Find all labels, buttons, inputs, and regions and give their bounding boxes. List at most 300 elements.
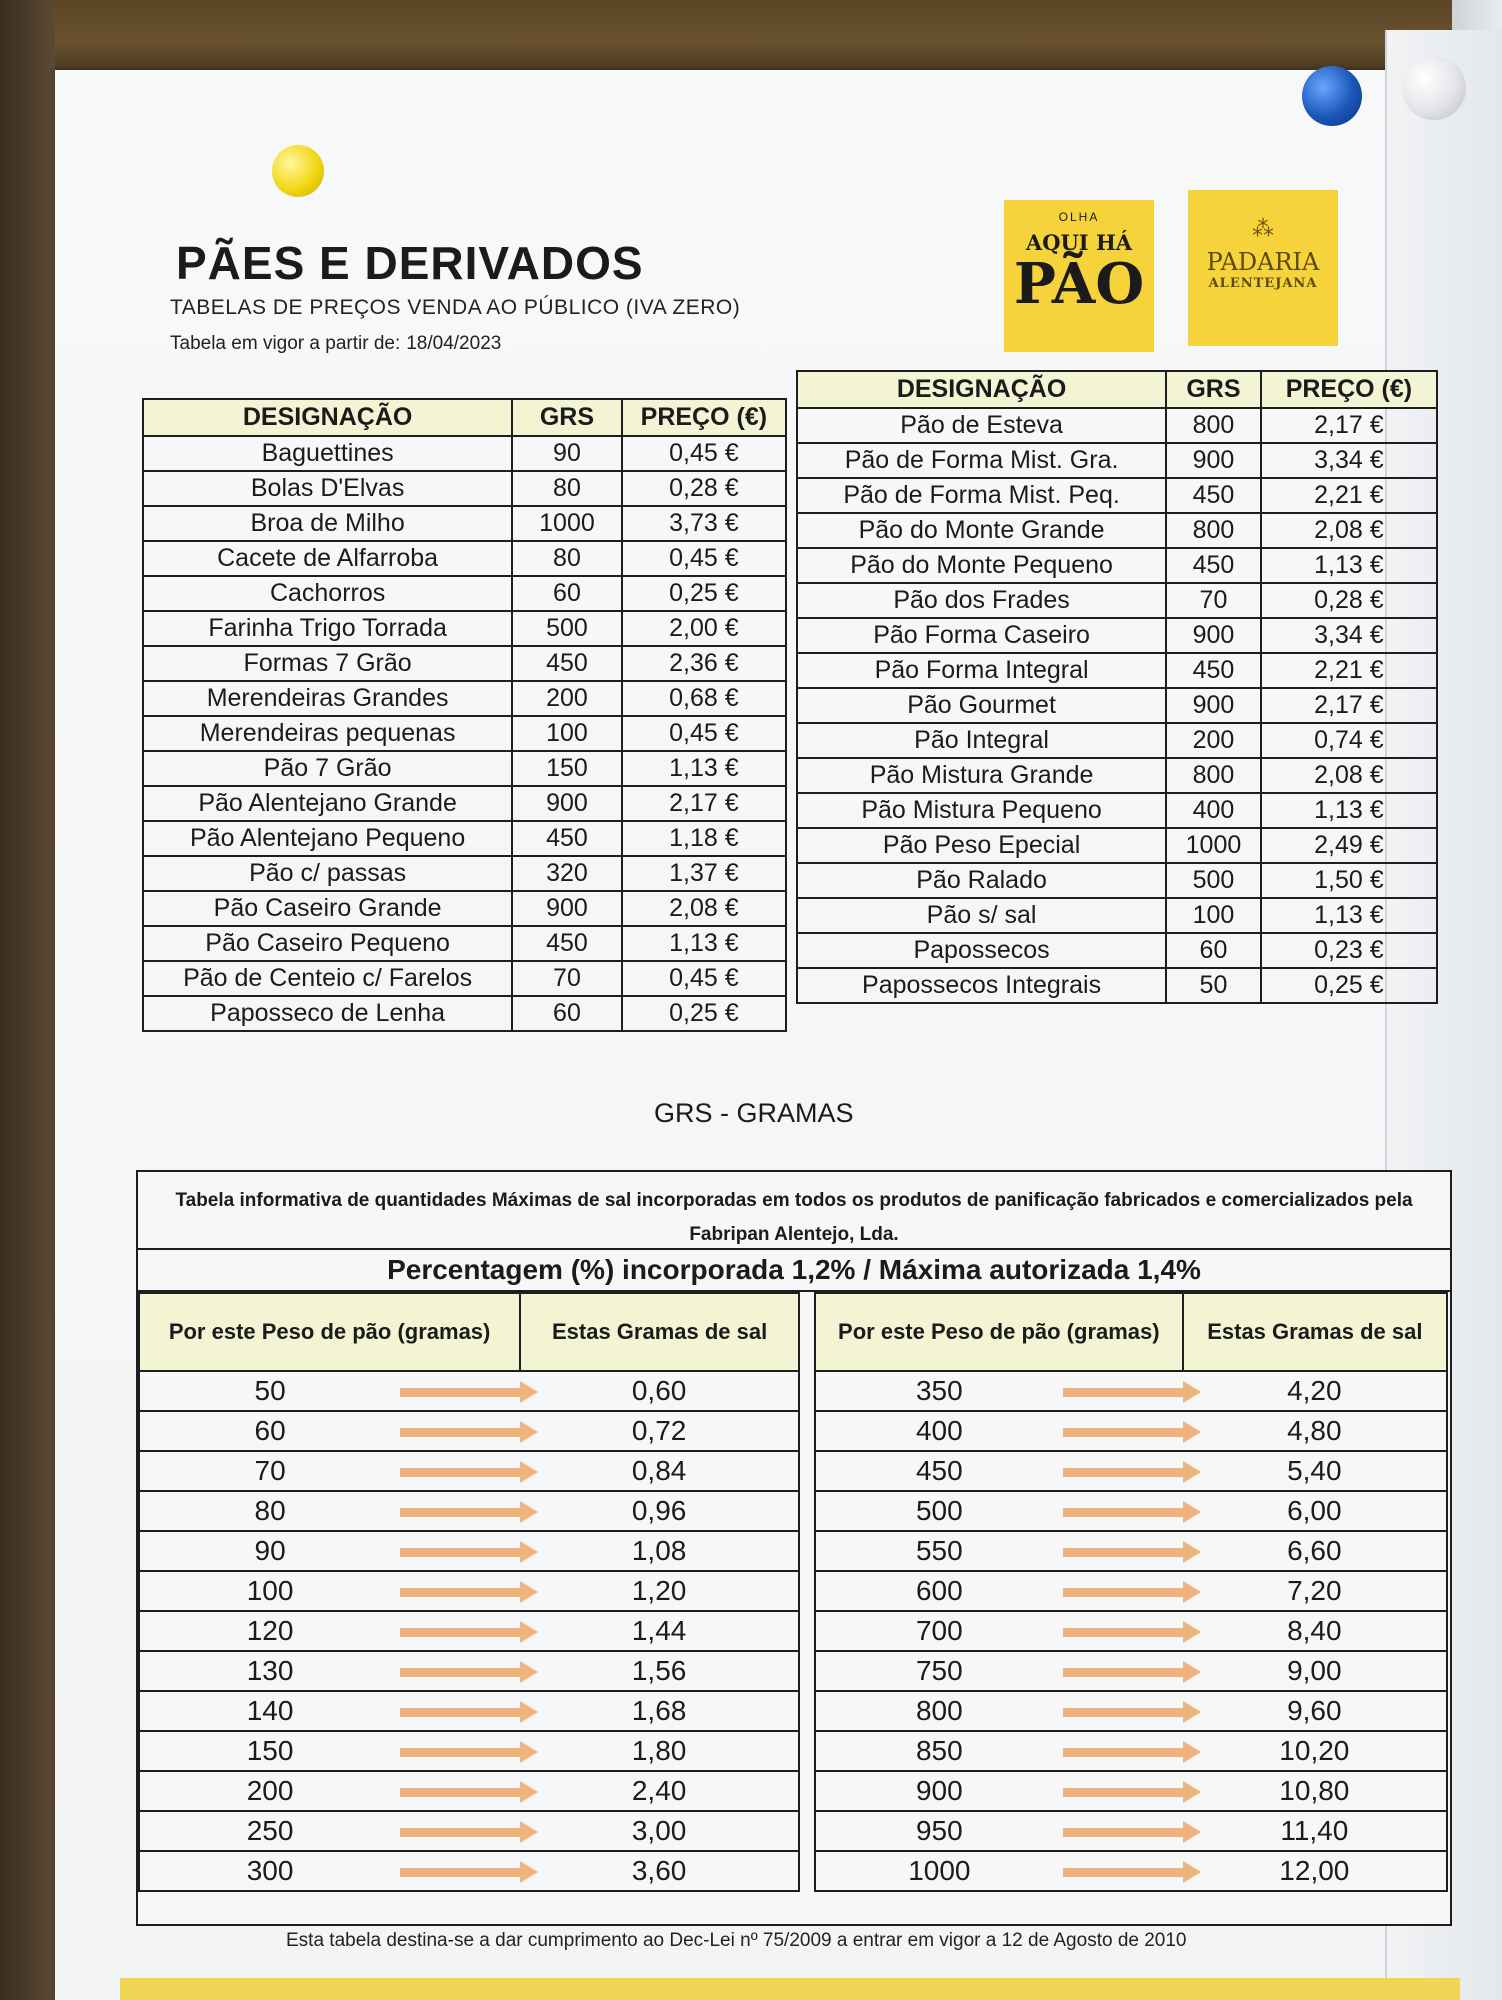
product-name: Pão Caseiro Pequeno bbox=[143, 926, 512, 961]
product-price: 3,73 € bbox=[622, 506, 786, 541]
product-grams: 450 bbox=[512, 646, 621, 681]
table-row bbox=[815, 1491, 1447, 1531]
salt-grams: 6,00 bbox=[1183, 1491, 1447, 1531]
grs-legend: GRS - GRAMAS bbox=[654, 1098, 854, 1128]
table-row bbox=[143, 541, 786, 576]
arrow-cell bbox=[400, 1531, 520, 1571]
product-price: 1,13 € bbox=[622, 926, 786, 961]
salt-grams: 3,60 bbox=[520, 1851, 799, 1891]
right-arrow-icon bbox=[400, 1588, 520, 1597]
product-price: 2,17 € bbox=[1261, 408, 1437, 443]
product-price: 1,13 € bbox=[1261, 898, 1437, 933]
bread-weight: 300 bbox=[139, 1851, 400, 1891]
page-title: PÃES E DERIVADOS bbox=[176, 237, 644, 289]
bread-weight: 350 bbox=[815, 1371, 1063, 1411]
table-row bbox=[797, 513, 1437, 548]
table-row bbox=[815, 1451, 1447, 1491]
bread-weight: 130 bbox=[139, 1651, 400, 1691]
arrow-cell bbox=[400, 1611, 520, 1651]
validity-label: Tabela em vigor a partir de: bbox=[170, 333, 401, 354]
table-row bbox=[143, 821, 786, 856]
arrow-cell bbox=[400, 1651, 520, 1691]
product-grams: 80 bbox=[512, 471, 621, 506]
arrow-cell bbox=[1063, 1571, 1183, 1611]
bread-weight: 60 bbox=[139, 1411, 400, 1451]
bread-weight: 450 bbox=[815, 1451, 1063, 1491]
bread-weight: 850 bbox=[815, 1731, 1063, 1771]
arrow-cell bbox=[1063, 1411, 1183, 1451]
product-grams: 900 bbox=[512, 891, 621, 926]
product-price: 1,13 € bbox=[1261, 793, 1437, 828]
arrow-cell bbox=[400, 1371, 520, 1411]
salt-grams: 3,00 bbox=[520, 1811, 799, 1851]
product-price: 1,50 € bbox=[1261, 863, 1437, 898]
arrow-cell bbox=[400, 1851, 520, 1891]
padaria-logo-sub: ALENTEJANA bbox=[1208, 276, 1318, 291]
product-name: Pão Caseiro Grande bbox=[143, 891, 512, 926]
product-name: Pão Ralado bbox=[797, 863, 1166, 898]
product-name: Paposseco de Lenha bbox=[143, 996, 512, 1031]
product-price: 0,25 € bbox=[1261, 968, 1437, 1003]
product-price: 0,45 € bbox=[622, 541, 786, 576]
right-arrow-icon bbox=[400, 1828, 520, 1837]
table-row bbox=[143, 751, 786, 786]
salt-info-table bbox=[136, 1170, 1452, 1926]
right-arrow-icon bbox=[1063, 1788, 1183, 1797]
table-row bbox=[139, 1811, 799, 1851]
table-row bbox=[797, 548, 1437, 583]
product-name: Merendeiras Grandes bbox=[143, 681, 512, 716]
product-name: Pão de Esteva bbox=[797, 408, 1166, 443]
salt-grams: 5,40 bbox=[1183, 1451, 1447, 1491]
table-row bbox=[797, 583, 1437, 618]
product-grams: 70 bbox=[1166, 583, 1261, 618]
product-grams: 900 bbox=[1166, 688, 1261, 723]
product-price: 2,08 € bbox=[1261, 758, 1437, 793]
right-arrow-icon bbox=[400, 1628, 520, 1637]
arrow-cell bbox=[1063, 1851, 1183, 1891]
product-name: Pão c/ passas bbox=[143, 856, 512, 891]
table-row bbox=[143, 996, 786, 1031]
table-row bbox=[815, 1851, 1447, 1891]
product-name: Pão Integral bbox=[797, 723, 1166, 758]
table-row bbox=[143, 471, 786, 506]
product-grams: 320 bbox=[512, 856, 621, 891]
bread-weight: 80 bbox=[139, 1491, 400, 1531]
table-row bbox=[815, 1811, 1447, 1851]
salt-info-text: Tabela informativa de quantidades Máximas de sal incorporadas em todos os produtos de panificação fabricados e comercializados pela Fabripan Alentejo, Lda. bbox=[138, 1172, 1450, 1250]
product-grams: 900 bbox=[1166, 618, 1261, 653]
product-price: 2,17 € bbox=[1261, 688, 1437, 723]
product-name: Cacete de Alfarroba bbox=[143, 541, 512, 576]
table-row bbox=[797, 688, 1437, 723]
product-grams: 60 bbox=[512, 576, 621, 611]
table-row bbox=[143, 681, 786, 716]
arrow-cell bbox=[1063, 1811, 1183, 1851]
product-price: 0,45 € bbox=[622, 716, 786, 751]
product-grams: 200 bbox=[1166, 723, 1261, 758]
arrow-cell bbox=[400, 1691, 520, 1731]
price-table-header bbox=[143, 399, 786, 436]
salt-grams: 7,20 bbox=[1183, 1571, 1447, 1611]
product-name: Papossecos bbox=[797, 933, 1166, 968]
legal-footnote: Esta tabela destina-se a dar cumprimento ao Dec-Lei nº 75/2009 a entrar em vigor a 12 de Agosto de 2010 bbox=[286, 1930, 1187, 1951]
product-name: Bolas D'Elvas bbox=[143, 471, 512, 506]
right-arrow-icon bbox=[400, 1708, 520, 1717]
wheat-icon: ⁂ bbox=[1252, 216, 1274, 241]
product-grams: 500 bbox=[512, 611, 621, 646]
product-price: 0,28 € bbox=[622, 471, 786, 506]
product-grams: 200 bbox=[512, 681, 621, 716]
header-weight: Por este Peso de pão (gramas) bbox=[139, 1293, 520, 1371]
right-arrow-icon bbox=[1063, 1508, 1183, 1517]
arrow-cell bbox=[1063, 1651, 1183, 1691]
salt-table-header bbox=[815, 1293, 1447, 1371]
table-row bbox=[797, 618, 1437, 653]
header-salt: Estas Gramas de sal bbox=[1183, 1293, 1447, 1371]
product-price: 2,21 € bbox=[1261, 478, 1437, 513]
product-name: Pão dos Frades bbox=[797, 583, 1166, 618]
right-arrow-icon bbox=[400, 1788, 520, 1797]
right-arrow-icon bbox=[400, 1748, 520, 1757]
product-price: 1,13 € bbox=[1261, 548, 1437, 583]
header-designation: DESIGNAÇÃO bbox=[143, 399, 512, 436]
bread-weight: 750 bbox=[815, 1651, 1063, 1691]
header-grs: GRS bbox=[1166, 371, 1261, 408]
table-row bbox=[797, 408, 1437, 443]
table-row bbox=[143, 506, 786, 541]
arrow-cell bbox=[400, 1451, 520, 1491]
wooden-board-left bbox=[0, 0, 55, 2000]
table-row bbox=[143, 646, 786, 681]
salt-grams: 1,56 bbox=[520, 1651, 799, 1691]
salt-grams: 0,72 bbox=[520, 1411, 799, 1451]
product-price: 2,49 € bbox=[1261, 828, 1437, 863]
bread-weight: 1000 bbox=[815, 1851, 1063, 1891]
table-row bbox=[139, 1851, 799, 1891]
table-row bbox=[139, 1651, 799, 1691]
salt-grams: 11,40 bbox=[1183, 1811, 1447, 1851]
product-name: Pão de Centeio c/ Farelos bbox=[143, 961, 512, 996]
salt-grams: 9,60 bbox=[1183, 1691, 1447, 1731]
table-row bbox=[139, 1491, 799, 1531]
table-row bbox=[797, 828, 1437, 863]
bread-weight: 400 bbox=[815, 1411, 1063, 1451]
arrow-cell bbox=[1063, 1611, 1183, 1651]
table-row bbox=[139, 1531, 799, 1571]
product-grams: 500 bbox=[1166, 863, 1261, 898]
product-grams: 90 bbox=[512, 436, 621, 471]
salt-grams: 1,68 bbox=[520, 1691, 799, 1731]
right-arrow-icon bbox=[1063, 1428, 1183, 1437]
header-weight: Por este Peso de pão (gramas) bbox=[815, 1293, 1183, 1371]
salt-table-right bbox=[814, 1292, 1448, 1892]
bread-weight: 550 bbox=[815, 1531, 1063, 1571]
product-price: 0,45 € bbox=[622, 961, 786, 996]
table-row bbox=[139, 1411, 799, 1451]
right-arrow-icon bbox=[1063, 1628, 1183, 1637]
right-arrow-icon bbox=[1063, 1828, 1183, 1837]
product-name: Pão Peso Epecial bbox=[797, 828, 1166, 863]
product-name: Cachorros bbox=[143, 576, 512, 611]
table-row bbox=[143, 891, 786, 926]
salt-grams: 6,60 bbox=[1183, 1531, 1447, 1571]
product-price: 1,18 € bbox=[622, 821, 786, 856]
table-row bbox=[143, 716, 786, 751]
product-name: Pão de Forma Mist. Peq. bbox=[797, 478, 1166, 513]
white-pushpin bbox=[1402, 56, 1466, 120]
bread-weight: 700 bbox=[815, 1611, 1063, 1651]
product-grams: 450 bbox=[512, 821, 621, 856]
product-price: 2,00 € bbox=[622, 611, 786, 646]
bread-weight: 50 bbox=[139, 1371, 400, 1411]
table-row bbox=[143, 576, 786, 611]
header-price: PREÇO (€) bbox=[622, 399, 786, 436]
product-grams: 60 bbox=[1166, 933, 1261, 968]
table-row bbox=[139, 1691, 799, 1731]
table-row bbox=[143, 961, 786, 996]
product-name: Farinha Trigo Torrada bbox=[143, 611, 512, 646]
product-name: Formas 7 Grão bbox=[143, 646, 512, 681]
product-name: Pão Forma Integral bbox=[797, 653, 1166, 688]
product-grams: 1000 bbox=[512, 506, 621, 541]
table-row bbox=[143, 856, 786, 891]
table-row bbox=[797, 863, 1437, 898]
product-grams: 100 bbox=[512, 716, 621, 751]
table-row bbox=[797, 758, 1437, 793]
right-arrow-icon bbox=[400, 1668, 520, 1677]
product-name: Pão do Monte Pequeno bbox=[797, 548, 1166, 583]
validity-date: 18/04/2023 bbox=[406, 333, 502, 354]
bread-weight: 120 bbox=[139, 1611, 400, 1651]
salt-grams: 12,00 bbox=[1183, 1851, 1447, 1891]
product-grams: 900 bbox=[1166, 443, 1261, 478]
salt-grams: 1,08 bbox=[520, 1531, 799, 1571]
arrow-cell bbox=[400, 1491, 520, 1531]
arrow-cell bbox=[400, 1771, 520, 1811]
header-grs: GRS bbox=[512, 399, 621, 436]
salt-grams: 1,44 bbox=[520, 1611, 799, 1651]
right-arrow-icon bbox=[1063, 1708, 1183, 1717]
product-name: Pão do Monte Grande bbox=[797, 513, 1166, 548]
table-row bbox=[797, 723, 1437, 758]
salt-grams: 1,20 bbox=[520, 1571, 799, 1611]
product-price: 2,08 € bbox=[622, 891, 786, 926]
product-price: 0,28 € bbox=[1261, 583, 1437, 618]
arrow-cell bbox=[1063, 1691, 1183, 1731]
salt-grams: 2,40 bbox=[520, 1771, 799, 1811]
product-price: 0,68 € bbox=[622, 681, 786, 716]
salt-tables bbox=[138, 1292, 1450, 1920]
right-arrow-icon bbox=[1063, 1748, 1183, 1757]
table-row bbox=[139, 1771, 799, 1811]
right-arrow-icon bbox=[400, 1548, 520, 1557]
table-row bbox=[139, 1731, 799, 1771]
salt-percentage: Percentagem (%) incorporada 1,2% / Máxima autorizada 1,4% bbox=[138, 1250, 1450, 1292]
table-row bbox=[797, 898, 1437, 933]
logo-top-text: OLHA bbox=[1058, 210, 1100, 224]
product-name: Pão s/ sal bbox=[797, 898, 1166, 933]
table-row bbox=[797, 653, 1437, 688]
salt-grams: 0,60 bbox=[520, 1371, 799, 1411]
right-arrow-icon bbox=[400, 1508, 520, 1517]
product-name: Pão Mistura Grande bbox=[797, 758, 1166, 793]
arrow-cell bbox=[1063, 1371, 1183, 1411]
right-arrow-icon bbox=[1063, 1388, 1183, 1397]
table-row bbox=[139, 1571, 799, 1611]
product-price: 1,37 € bbox=[622, 856, 786, 891]
salt-grams: 4,80 bbox=[1183, 1411, 1447, 1451]
table-row bbox=[797, 968, 1437, 1003]
product-price: 0,23 € bbox=[1261, 933, 1437, 968]
price-table-right bbox=[796, 370, 1438, 1004]
product-name: Pão de Forma Mist. Gra. bbox=[797, 443, 1166, 478]
table-row bbox=[143, 786, 786, 821]
table-row bbox=[815, 1651, 1447, 1691]
salt-grams: 10,80 bbox=[1183, 1771, 1447, 1811]
table-row bbox=[815, 1611, 1447, 1651]
arrow-cell bbox=[1063, 1731, 1183, 1771]
product-price: 2,36 € bbox=[622, 646, 786, 681]
arrow-cell bbox=[1063, 1771, 1183, 1811]
padaria-alentejana-logo bbox=[1188, 190, 1338, 346]
product-name: Pão Gourmet bbox=[797, 688, 1166, 723]
product-name: Pão Alentejano Grande bbox=[143, 786, 512, 821]
product-price: 2,17 € bbox=[622, 786, 786, 821]
right-arrow-icon bbox=[1063, 1548, 1183, 1557]
bread-weight: 140 bbox=[139, 1691, 400, 1731]
salt-grams: 10,20 bbox=[1183, 1731, 1447, 1771]
table-row bbox=[143, 611, 786, 646]
arrow-cell bbox=[400, 1571, 520, 1611]
right-arrow-icon bbox=[400, 1468, 520, 1477]
product-price: 1,13 € bbox=[622, 751, 786, 786]
product-grams: 900 bbox=[512, 786, 621, 821]
product-price: 3,34 € bbox=[1261, 443, 1437, 478]
right-arrow-icon bbox=[400, 1868, 520, 1877]
bread-weight: 900 bbox=[815, 1771, 1063, 1811]
logo-mid-text: AQUI HÁ bbox=[1025, 230, 1133, 255]
table-row bbox=[815, 1371, 1447, 1411]
product-price: 2,21 € bbox=[1261, 653, 1437, 688]
right-arrow-icon bbox=[400, 1428, 520, 1437]
table-row bbox=[139, 1451, 799, 1491]
product-grams: 80 bbox=[512, 541, 621, 576]
product-grams: 800 bbox=[1166, 758, 1261, 793]
product-grams: 1000 bbox=[1166, 828, 1261, 863]
salt-grams: 0,84 bbox=[520, 1451, 799, 1491]
table-row bbox=[815, 1771, 1447, 1811]
table-row bbox=[815, 1571, 1447, 1611]
product-price: 0,25 € bbox=[622, 996, 786, 1031]
product-grams: 150 bbox=[512, 751, 621, 786]
next-sheet-strip bbox=[120, 1978, 1460, 2000]
price-table-header bbox=[797, 371, 1437, 408]
page-subtitle: TABELAS DE PREÇOS VENDA AO PÚBLICO (IVA ZERO) bbox=[170, 296, 741, 319]
salt-grams: 4,20 bbox=[1183, 1371, 1447, 1411]
right-arrow-icon bbox=[400, 1388, 520, 1397]
table-row bbox=[143, 926, 786, 961]
table-row bbox=[139, 1611, 799, 1651]
right-arrow-icon bbox=[1063, 1468, 1183, 1477]
header-price: PREÇO (€) bbox=[1261, 371, 1437, 408]
right-arrow-icon bbox=[1063, 1588, 1183, 1597]
header-salt: Estas Gramas de sal bbox=[520, 1293, 799, 1371]
salt-grams: 9,00 bbox=[1183, 1651, 1447, 1691]
product-grams: 450 bbox=[1166, 548, 1261, 583]
product-grams: 450 bbox=[1166, 653, 1261, 688]
arrow-cell bbox=[1063, 1491, 1183, 1531]
salt-grams: 1,80 bbox=[520, 1731, 799, 1771]
product-name: Pão Forma Caseiro bbox=[797, 618, 1166, 653]
product-grams: 450 bbox=[512, 926, 621, 961]
table-row bbox=[815, 1411, 1447, 1451]
product-name: Baguettines bbox=[143, 436, 512, 471]
table-row bbox=[797, 478, 1437, 513]
table-row bbox=[797, 793, 1437, 828]
bread-weight: 150 bbox=[139, 1731, 400, 1771]
arrow-cell bbox=[400, 1731, 520, 1771]
product-grams: 100 bbox=[1166, 898, 1261, 933]
bread-weight: 70 bbox=[139, 1451, 400, 1491]
bread-weight: 250 bbox=[139, 1811, 400, 1851]
bread-weight: 90 bbox=[139, 1531, 400, 1571]
yellow-pushpin bbox=[272, 145, 324, 197]
salt-table-header bbox=[139, 1293, 799, 1371]
bread-weight: 500 bbox=[815, 1491, 1063, 1531]
arrow-cell bbox=[400, 1811, 520, 1851]
product-price: 0,74 € bbox=[1261, 723, 1437, 758]
product-name: Papossecos Integrais bbox=[797, 968, 1166, 1003]
bread-weight: 800 bbox=[815, 1691, 1063, 1731]
product-name: Pão Alentejano Pequeno bbox=[143, 821, 512, 856]
validity-line bbox=[170, 333, 501, 355]
product-grams: 800 bbox=[1166, 513, 1261, 548]
bread-weight: 100 bbox=[139, 1571, 400, 1611]
product-grams: 50 bbox=[1166, 968, 1261, 1003]
table-row bbox=[139, 1371, 799, 1411]
salt-table-left bbox=[138, 1292, 800, 1892]
product-price: 2,08 € bbox=[1261, 513, 1437, 548]
table-row bbox=[797, 933, 1437, 968]
product-grams: 450 bbox=[1166, 478, 1261, 513]
table-row bbox=[143, 436, 786, 471]
product-grams: 800 bbox=[1166, 408, 1261, 443]
arrow-cell bbox=[1063, 1531, 1183, 1571]
bread-weight: 200 bbox=[139, 1771, 400, 1811]
price-table-left bbox=[142, 398, 787, 1032]
salt-grams: 0,96 bbox=[520, 1491, 799, 1531]
table-row bbox=[797, 443, 1437, 478]
bread-weight: 950 bbox=[815, 1811, 1063, 1851]
salt-grams: 8,40 bbox=[1183, 1611, 1447, 1651]
right-arrow-icon bbox=[1063, 1868, 1183, 1877]
product-price: 0,25 € bbox=[622, 576, 786, 611]
header-designation: DESIGNAÇÃO bbox=[797, 371, 1166, 408]
product-name: Broa de Milho bbox=[143, 506, 512, 541]
table-row bbox=[815, 1731, 1447, 1771]
table-row bbox=[815, 1531, 1447, 1571]
product-price: 0,45 € bbox=[622, 436, 786, 471]
product-grams: 400 bbox=[1166, 793, 1261, 828]
right-arrow-icon bbox=[1063, 1668, 1183, 1677]
product-price: 3,34 € bbox=[1261, 618, 1437, 653]
table-row bbox=[815, 1691, 1447, 1731]
arrow-cell bbox=[1063, 1451, 1183, 1491]
blue-pushpin bbox=[1302, 66, 1362, 126]
product-name: Pão Mistura Pequeno bbox=[797, 793, 1166, 828]
product-grams: 60 bbox=[512, 996, 621, 1031]
